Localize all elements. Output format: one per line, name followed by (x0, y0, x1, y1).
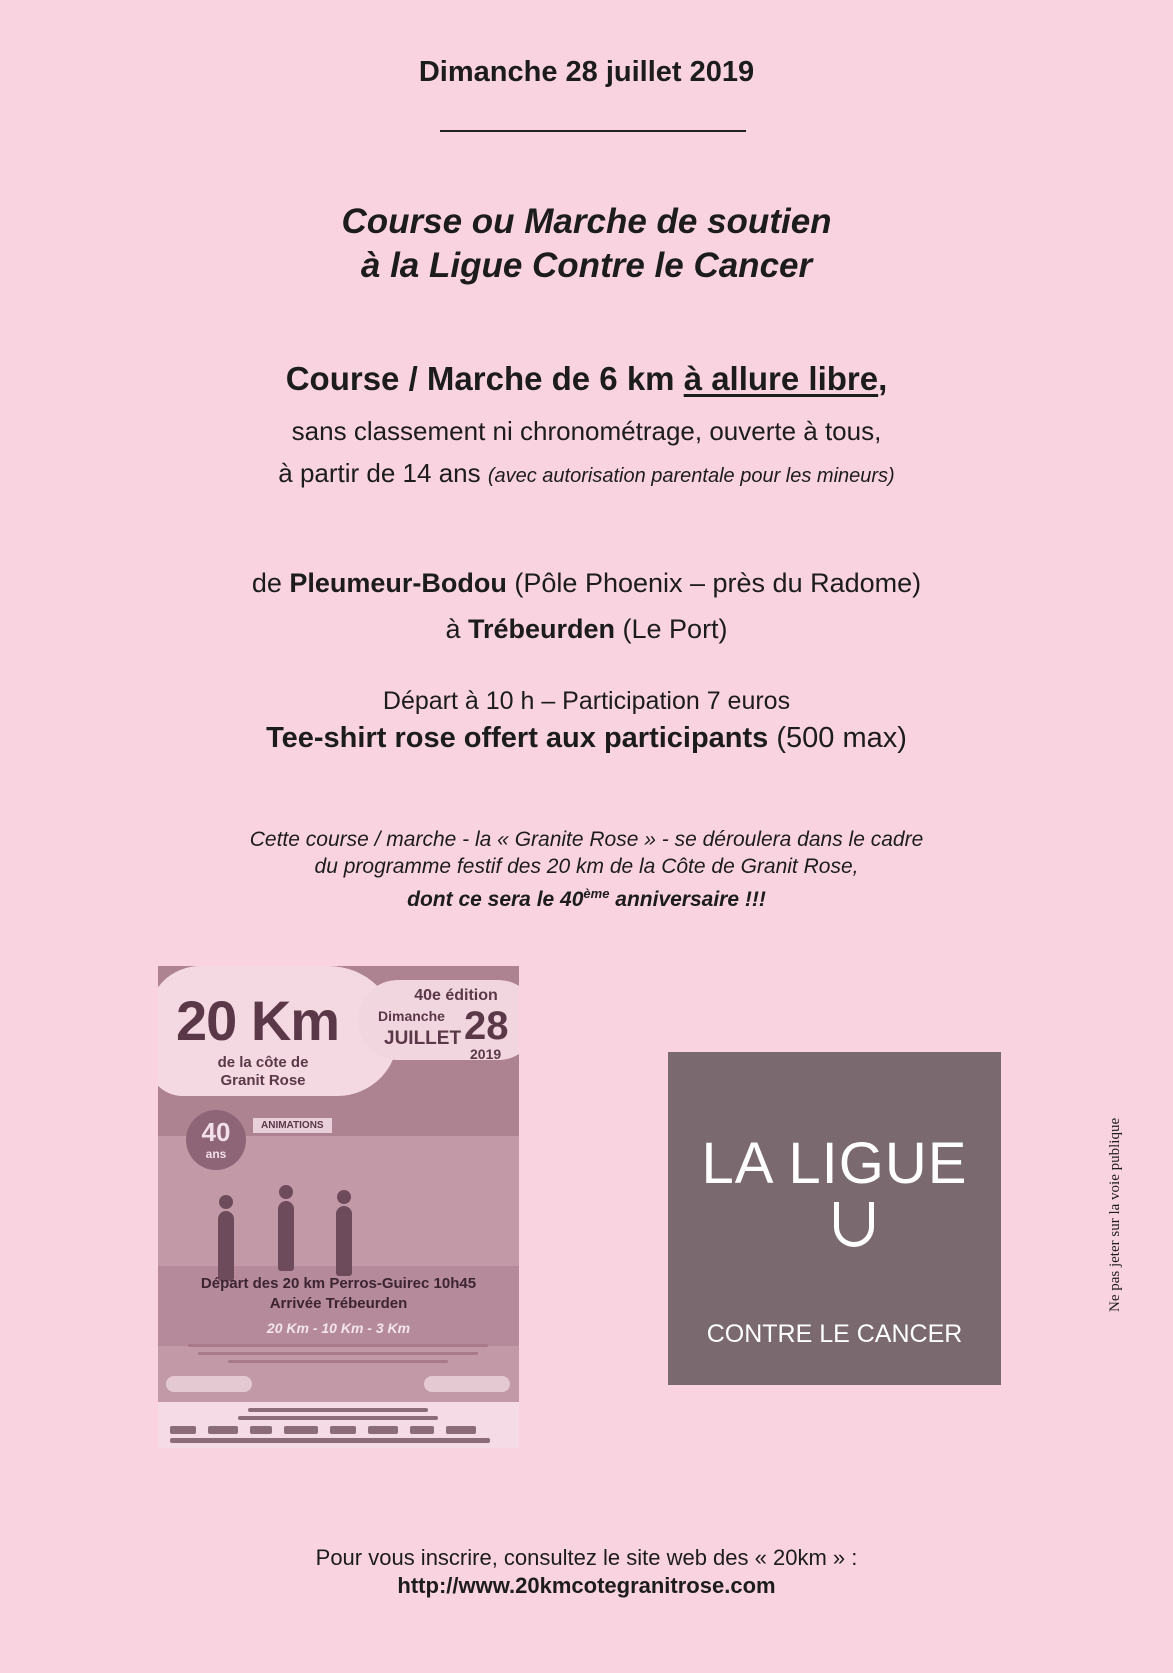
logo-subtitle: CONTRE LE CANCER (706, 1320, 963, 1348)
poster-subtitle-line-1: de la côte de (217, 1054, 309, 1071)
runner-figure (278, 1201, 294, 1271)
poster-fine-print (198, 1352, 478, 1355)
programme-line-3 (0, 880, 1173, 913)
poster-day-number: 28 (464, 1004, 509, 1048)
programme-line-3-sup: ème (583, 886, 610, 901)
tee-shirt-note: (500 max) (768, 722, 907, 754)
course-age-note: (avec autorisation parentale pour les mineurs) (487, 465, 895, 487)
poster-badge-number: 40 (201, 1117, 231, 1147)
poster-sponsor-mark (330, 1426, 356, 1434)
side-note: Ne pas jeter sur la voie publique (1107, 1117, 1123, 1313)
programme-text (0, 826, 1173, 913)
course-heading-underlined: à allure libre (683, 360, 879, 397)
event-poster (158, 966, 519, 1448)
poster-contact-area (158, 1402, 519, 1448)
la-ligue-logo (668, 1052, 1001, 1385)
tee-shirt-bold: Tee-shirt rose offert aux participants (266, 722, 769, 754)
title-line-2: à la Ligue Contre le Cancer (360, 246, 813, 285)
poster-sponsor-row (170, 1438, 490, 1443)
programme-line-2: du programme festif des 20 km de la Côte de Granit Rose, (314, 855, 859, 878)
poster-contact-line (238, 1416, 438, 1420)
event-date: Dimanche 28 juillet 2019 (418, 56, 755, 88)
poster-year: 2019 (470, 1046, 502, 1062)
poster-contact-line (248, 1408, 428, 1412)
course-heading-main: Course / Marche de 6 km (285, 360, 684, 397)
poster-edition: 40e édition (414, 987, 498, 1004)
divider (440, 130, 746, 132)
poster-day: Dimanche (378, 1008, 445, 1024)
poster-departure-line: Départ des 20 km Perros-Guirec 10h45 (200, 1275, 477, 1292)
poster-title: 20 Km (176, 989, 340, 1052)
poster-anniversary-badge (186, 1110, 246, 1170)
poster-sponsor-mark (446, 1426, 476, 1434)
route-from (0, 568, 1173, 599)
programme-line-3-post: anniversaire !!! (609, 888, 766, 911)
footer (0, 1544, 1173, 1600)
poster-subtitle (188, 1054, 338, 1090)
title-line-1: Course ou Marche de soutien (341, 202, 832, 241)
course-age-main: à partir de 14 ans (278, 458, 488, 488)
poster-sponsor-logo (166, 1376, 252, 1392)
logo-hook-mark (834, 1202, 874, 1247)
poster-sponsor-mark (410, 1426, 434, 1434)
course-heading-comma: , (878, 360, 888, 397)
route-from-place: Pleumeur-Bodou (289, 568, 507, 598)
departure-info: Départ à 10 h – Participation 7 euros (382, 687, 791, 715)
poster-race-info (158, 1274, 519, 1314)
route-from-detail: (Pôle Phoenix – près du Radome) (506, 568, 922, 598)
programme-line-3-pre: dont ce sera le 40 (407, 888, 584, 911)
poster-fine-print (228, 1360, 448, 1363)
footer-url: http://www.20kmcotegranitrose.com (397, 1573, 776, 1598)
poster-sponsor-mark (284, 1426, 318, 1434)
poster-fine-print (188, 1344, 488, 1347)
logo-name: LA LIGUE (701, 1131, 968, 1196)
route-to-place: Trébeurden (467, 614, 616, 644)
course-conditions: sans classement ni chronométrage, ouverte à tous, (291, 416, 882, 446)
poster-sponsor-logo (424, 1376, 510, 1392)
poster-sponsor-mark (208, 1426, 238, 1434)
runner-figure (218, 1211, 234, 1281)
flyer-title (0, 200, 1173, 288)
tee-shirt-info (0, 722, 1173, 755)
poster-animations-label: ANIMATIONS (253, 1118, 332, 1133)
poster-month: JUILLET (384, 1028, 462, 1049)
runner-figure (336, 1206, 352, 1276)
route-to (0, 614, 1173, 645)
poster-sponsor-mark (368, 1426, 398, 1434)
footer-text: Pour vous inscrire, consultez le site web des « 20km » : (315, 1545, 858, 1570)
programme-line-1: Cette course / marche - la « Granite Rose » - se déroulera dans le cadre (249, 828, 924, 851)
poster-badge-label: ans (205, 1147, 227, 1161)
poster-sponsor-mark (170, 1426, 196, 1434)
route-from-prefix: de (251, 568, 290, 598)
poster-subtitle-line-2: Granit Rose (220, 1072, 306, 1089)
course-heading (0, 360, 1173, 398)
poster-sponsor-mark (250, 1426, 272, 1434)
poster-arrival-line: Arrivée Trébeurden (269, 1295, 408, 1312)
route-to-detail: (Le Port) (615, 614, 728, 644)
poster-distances: 20 Km - 10 Km - 3 Km (266, 1320, 411, 1336)
route-to-prefix: à (445, 614, 468, 644)
course-age (0, 458, 1173, 489)
